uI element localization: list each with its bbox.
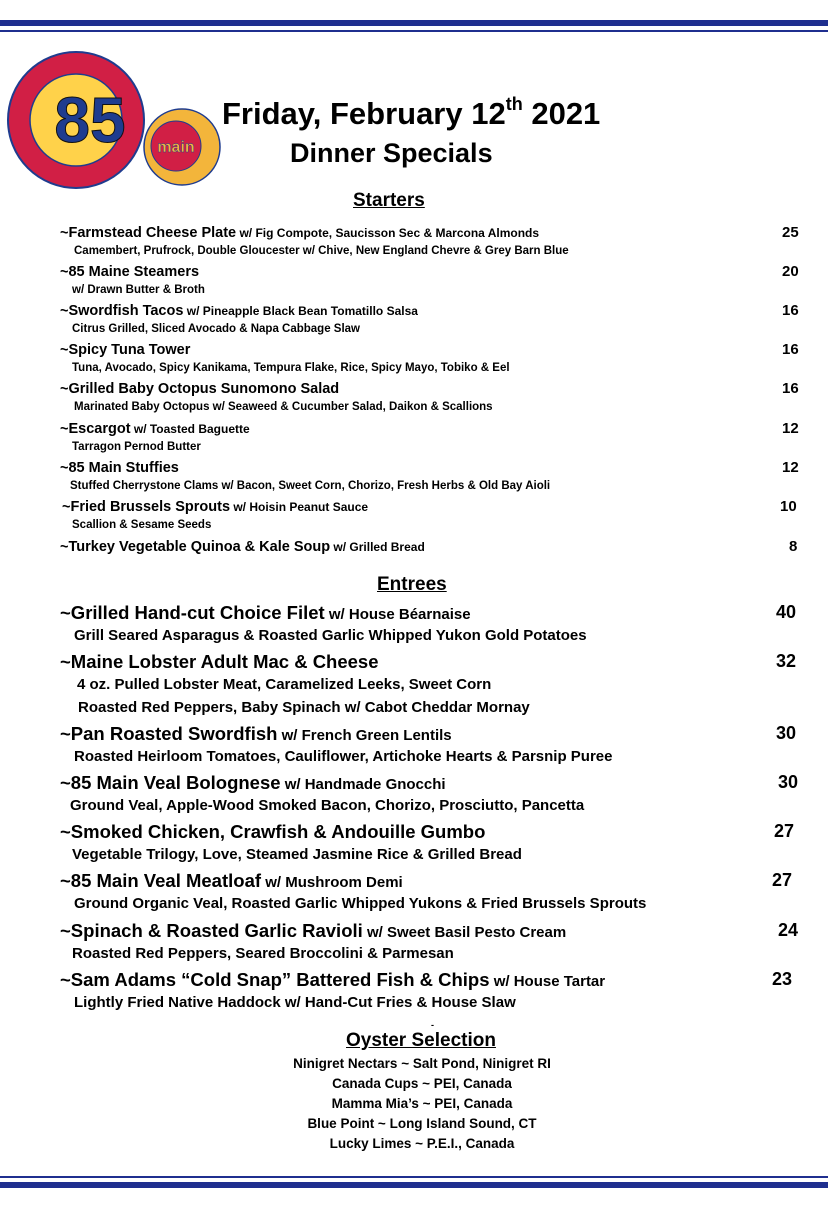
entree-name: ~Sam Adams “Cold Snap” Battered Fish & Chips w/ House Tartar xyxy=(60,969,606,990)
entree-description: Ground Veal, Apple-Wood Smoked Bacon, Chorizo, Prosciutto, Pancetta xyxy=(70,797,585,814)
starter-name: ~Farmstead Cheese Plate w/ Fig Compote, Saucisson Sec & Marcona Almonds xyxy=(60,225,540,241)
starter-price: 16 xyxy=(782,380,799,397)
oyster-item: Lucky Limes ~ P.E.I., Canada xyxy=(329,1136,515,1151)
bottom-border xyxy=(0,1176,828,1188)
date-year: 2021 xyxy=(522,96,601,131)
starter-description: Tarragon Pernod Butter xyxy=(72,441,201,453)
oyster-item: Blue Point ~ Long Island Sound, CT xyxy=(307,1116,537,1131)
entree-price: 27 xyxy=(772,870,793,890)
restaurant-logo xyxy=(6,40,222,202)
starter-description: Citrus Grilled, Sliced Avocado & Napa Cabbage Slaw xyxy=(72,323,360,335)
entree-name: ~Spinach & Roasted Garlic Ravioli w/ Sweet Basil Pesto Cream xyxy=(60,920,567,941)
entree-name: ~85 Main Veal Bolognese w/ Handmade Gnocchi xyxy=(60,772,446,793)
starter-name: ~Turkey Vegetable Quinoa & Kale Soup w/ Grilled Bread xyxy=(60,539,425,555)
date-text: Friday, February 12 xyxy=(222,96,506,131)
starter-name: ~Escargot w/ Toasted Baguette xyxy=(60,421,250,437)
starter-description: Marinated Baby Octopus w/ Seaweed & Cucumber Salad, Daikon & Scallions xyxy=(74,401,493,413)
entree-description: Grill Seared Asparagus & Roasted Garlic Whipped Yukon Gold Potatoes xyxy=(74,627,587,644)
entree-description: Roasted Red Peppers, Baby Spinach w/ Cabot Cheddar Mornay xyxy=(78,699,530,716)
entree-name: ~Maine Lobster Adult Mac & Cheese xyxy=(60,651,379,672)
menu-subtitle: Dinner Specials xyxy=(290,138,493,168)
starter-name: ~85 Maine Steamers xyxy=(60,264,200,280)
starter-price: 16 xyxy=(782,302,799,319)
oyster-item: Canada Cups ~ PEI, Canada xyxy=(332,1076,512,1091)
entree-price: 23 xyxy=(772,969,793,989)
entree-name: ~Grilled Hand-cut Choice Filet w/ House Béarnaise xyxy=(60,602,471,623)
entree-description: Roasted Heirloom Tomatoes, Cauliflower, Artichoke Hearts & Parsnip Puree xyxy=(74,748,613,765)
entree-name: ~Smoked Chicken, Crawfish & Andouille Gumbo xyxy=(60,821,486,842)
entree-description: Lightly Fried Native Haddock w/ Hand-Cut Fries & House Slaw xyxy=(74,994,516,1011)
starter-name: ~Spicy Tuna Tower xyxy=(60,342,191,358)
stray-mark: - xyxy=(431,1020,434,1030)
starter-name: ~Fried Brussels Sprouts w/ Hoisin Peanut Sauce xyxy=(62,499,369,515)
starter-name: ~Grilled Baby Octopus Sunomono Salad xyxy=(60,381,340,397)
starter-description: Tuna, Avocado, Spicy Kanikama, Tempura Flake, Rice, Spicy Mayo, Tobiko & Eel xyxy=(72,362,510,374)
starter-price: 10 xyxy=(780,498,797,515)
entree-name: ~85 Main Veal Meatloaf w/ Mushroom Demi xyxy=(60,870,403,891)
date-suffix: th xyxy=(505,94,523,114)
oyster-item: Mamma Mia’s ~ PEI, Canada xyxy=(331,1096,513,1111)
entrees-heading: Entrees xyxy=(377,574,447,595)
entree-description: Ground Organic Veal, Roasted Garlic Whipped Yukons & Fried Brussels Sprouts xyxy=(74,895,647,912)
entree-description: Roasted Red Peppers, Seared Broccolini & Parmesan xyxy=(72,945,454,962)
entree-price: 24 xyxy=(778,920,799,940)
oyster-heading: Oyster Selection xyxy=(346,1030,496,1051)
starter-description: w/ Drawn Butter & Broth xyxy=(72,284,205,296)
starter-price: 12 xyxy=(782,459,799,476)
entree-name: ~Pan Roasted Swordfish w/ French Green Lentils xyxy=(60,723,452,744)
starter-price: 20 xyxy=(782,263,799,280)
logo-number: 85 xyxy=(54,84,126,156)
entree-price: 30 xyxy=(778,772,799,792)
menu-date xyxy=(222,94,600,132)
entree-description: 4 oz. Pulled Lobster Meat, Caramelized Leeks, Sweet Corn xyxy=(77,676,492,693)
top-border xyxy=(0,20,828,32)
starter-price: 25 xyxy=(782,224,799,241)
entree-description: Vegetable Trilogy, Love, Steamed Jasmine Rice & Grilled Bread xyxy=(72,846,522,863)
starter-description: Camembert, Prufrock, Double Gloucester w/ Chive, New England Chevre & Grey Barn Blue xyxy=(74,245,569,257)
entree-price: 40 xyxy=(776,602,797,622)
starters-heading: Starters xyxy=(353,190,425,211)
starter-name: ~Swordfish Tacos w/ Pineapple Black Bean Tomatillo Salsa xyxy=(60,303,418,319)
starter-price: 16 xyxy=(782,341,799,358)
logo-word: main xyxy=(157,139,195,156)
oyster-item: Ninigret Nectars ~ Salt Pond, Ninigret RI xyxy=(293,1056,551,1071)
starter-price: 12 xyxy=(782,420,799,437)
entree-price: 32 xyxy=(776,651,797,671)
starter-price: 8 xyxy=(789,538,798,555)
starter-description: Scallion & Sesame Seeds xyxy=(72,519,212,531)
starter-description: Stuffed Cherrystone Clams w/ Bacon, Sweet Corn, Chorizo, Fresh Herbs & Old Bay Aioli xyxy=(70,480,551,492)
entree-price: 30 xyxy=(776,723,797,743)
starter-name: ~85 Main Stuffies xyxy=(60,460,179,476)
entree-price: 27 xyxy=(774,821,795,841)
